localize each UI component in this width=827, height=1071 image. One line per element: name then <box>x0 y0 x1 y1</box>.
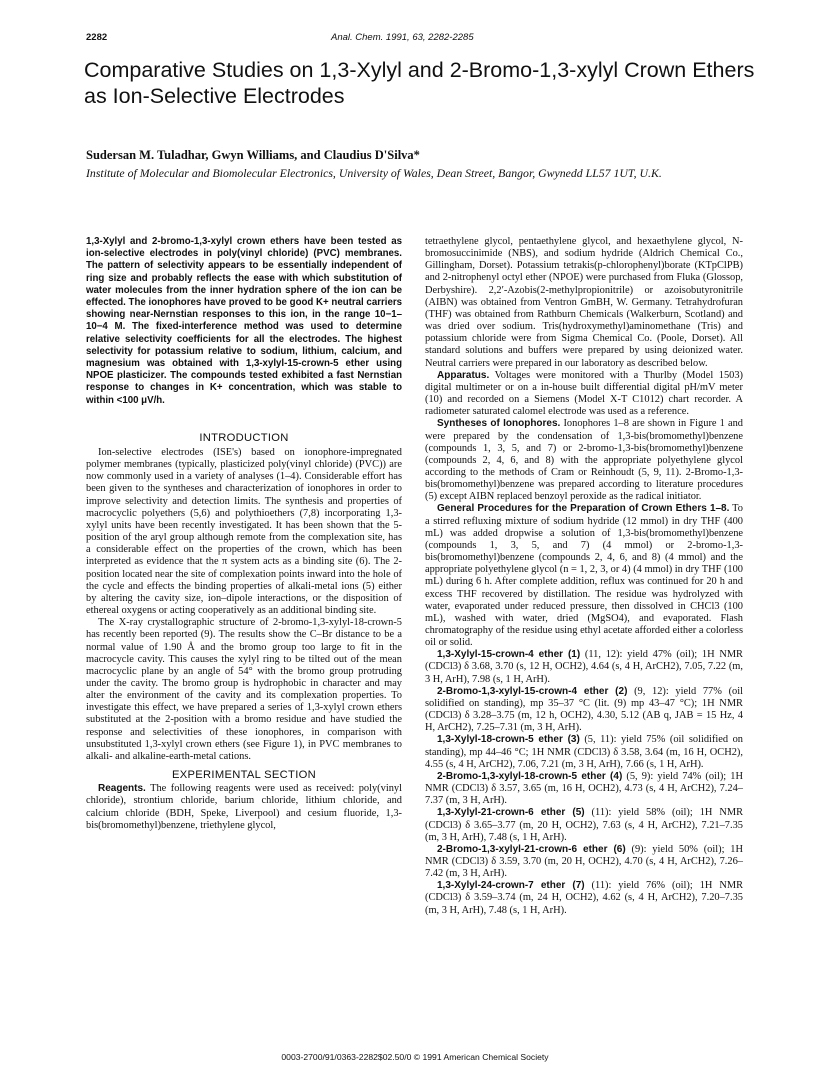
compound-2-heading: 2-Bromo-1,3-xylyl-15-crown-4 ether (2) <box>437 685 628 697</box>
general-procedures-text: To a stirred refluxing mixture of sodium hydride (12 mmol) in dry THF (400 mL) was added dropwise a solution of 1,3-bis(bromomethyl)benzene (compounds 1, 3, 5, and 7) (4 mmol) or 2-bromo-1,3-bis(bromomethyl)benzene (compounds 2, 4, 6, and 8) (4 mmol) and the appropriate polyethylene glycol (n = 1, 2, 3, or 4) (4 mmol) in dry THF (100 mL) during 6 h. After complete addition, reflux was continued for 20 h and excess THF recovered by distillation. The residue was hydrolyzed with water, evaporated under reduced pressure, then dissolved in CHCl3 (100 mL), washed with water, dried (MgSO4), and evaporated. Flash chromatography of the residue using ethyl acetate afforded either a colorless oil or solid. <box>425 503 743 649</box>
compound-4-heading: 2-Bromo-1,3-xylyl-18-crown-5 ether (4) <box>437 770 623 782</box>
compound-2-text: (9, 12): yield 77% (oil solidified on standing), mp 35–37 °C (lit. (9) mp 43–47 °C); 1H NMR (CDCl3) δ 3.28–3.75 (m, 12 h, OCH2), 4.30, 5.12 (AB q, JAB = 15 Hz, 4 H, ArCH2), 7.25–7.31 (m, 3 H, ArH). <box>425 685 743 734</box>
general-procedures-paragraph <box>425 503 743 649</box>
compound-7-paragraph <box>425 880 743 916</box>
compound-7-text: (11): yield 76% (oil); 1H NMR (CDCl3) δ 3.59–3.74 (m, 24 H, OCH2), 4.62 (s, 4 H, ArCH2), 7.20–7.35 (m, 3 H, ArH), 7.48 (s, 1 H, ArH). <box>425 880 743 916</box>
intro-paragraph-2: The X-ray crystallographic structure of 2-bromo-1,3-xylyl-18-crown-5 has recently been reported (9). The results show the C–Br distance to be a normal value of 1.90 Å and the bromo group too large to fit in the macrocycle cavity. This causes the xylyl ring to be tilted out of the mean macrocyclic plane by an angle of 54° with the bromo group protruding under the cavity. The bromo group is hydrophobic in character and may alter the environment of the cavity and its complexation properties. To investigate this effect, we have prepared a series of 1,3-xylyl crown ethers substituted at the 2-position with a bromo residue and have studied the response and selectivities of these ionophores, in comparison with unsubstituted 1,3-xylyl crown ethers (see Figure 1), in PVC membranes to alkali- and alkaline-earth-metal cations. <box>86 617 402 762</box>
journal-citation: Anal. Chem. 1991, 63, 2282-2285 <box>331 32 474 43</box>
right-column <box>425 236 743 917</box>
apparatus-heading: Apparatus. <box>437 369 490 381</box>
intro-paragraph-1: Ion-selective electrodes (ISE's) based on ionophore-impregnated polymer membranes (typically, plasticized poly(vinyl chloride) (PVC)) are now commonly used in a variety of analyses (1–4). Considerable effort has been given to the syntheses and characterization of ionophores in order to improve selectivity and detection limits. The synthesis and properties of macrocyclic polyethers (5,6) and polythioethers (7,8) incorporating 1,3-xylyl units have been recently investigated. It has been shown that the 5-position of the aryl group although remote from the complexation site, has a considerable effect on the properties of the crown, which has been interpreted as evidence that the π system acts as a binding site (6). The 2-position located near the site of complexation points inward into the hole of the cycle and effects the binding properties of alkali-metal ions (5) either by altering the cavity size, ion–dipole interactions, or the disposition of ethereal oxygens or acting cooperatively as an additional binding site. <box>86 447 402 617</box>
compound-3-text: (5, 11): yield 75% (oil solidified on standing), mp 44–46 °C; 1H NMR (CDCl3) δ 3.58, 3.64 (m, 16 H, OCH2), 4.55 (s, 4 H, ArCH2), 7.06, 7.21 (m, 3 H, ArH), 7.66 (s, 1 H, ArH). <box>425 734 743 770</box>
authors: Sudersan M. Tuladhar, Gwyn Williams, and Claudius D'Silva* <box>86 148 420 162</box>
left-column <box>86 236 402 832</box>
compound-1-heading: 1,3-Xylyl-15-crown-4 ether (1) <box>437 649 581 661</box>
compound-3-paragraph <box>425 734 743 770</box>
compound-3-heading: 1,3-Xylyl-18-crown-5 ether (3) <box>437 734 580 746</box>
compound-6-text: (9): yield 50% (oil); 1H NMR (CDCl3) δ 3.59, 3.70 (m, 20 H, OCH2), 4.70 (s, 4 H, ArCH2), 7.26–7.42 (m, 3 H, ArH). <box>425 843 743 880</box>
syntheses-heading: Syntheses of Ionophores. <box>437 418 561 430</box>
compound-4-paragraph <box>425 771 743 807</box>
compound-1-paragraph <box>425 649 743 685</box>
apparatus-text: Voltages were monitored with a Thurlby (Model 1503) digital multimeter or on a in-house built differential digital pH/mV meter (10) and recorded on a Siemens (Model X-T C1012) chart recorder. A radiometer saturated calomel electrode was used as a reference. <box>425 369 743 418</box>
compound-5-paragraph <box>425 807 743 843</box>
reagents-paragraph <box>86 783 402 832</box>
syntheses-text: Ionophores 1–8 are shown in Figure 1 and were prepared by the condensation of 1,3-bis(bromomethyl)benzene (compounds 1, 3, 5, and 7) or 2-bromo-1,3-bis(bromomethyl)benzene (compounds 2, 4, 6, and 8) with the appropriate polyethylene glycol according to the methods of Cram or Reinhoudt (5, 9, 11). 2-Bromo-1,3-bis(bromomethyl)benzene was prepared according to literature procedures (5) except AIBN replaced benzoyl peroxide as the radical initiator. <box>425 418 743 503</box>
compound-6-paragraph <box>425 844 743 880</box>
compound-5-text: (11): yield 58% (oil); 1H NMR (CDCl3) δ 3.65–3.77 (m, 20 H, OCH2), 7.63 (s, 4 H, ArCH2), 7.21–7.35 (m, 3 H, ArH), 7.48 (s, 1 H, ArH). <box>425 807 743 843</box>
compound-1-text: (11, 12): yield 47% (oil); 1H NMR (CDCl3) δ 3.68, 3.70 (s, 12 H, OCH2), 4.64 (s, 4 H, ArCH2), 7.05, 7.22 (m, 3 H, ArH), 7.98 (s, 1 H, ArH). <box>425 649 743 685</box>
compound-4-text: (5, 9): yield 74% (oil); 1H NMR (CDCl3) δ 3.57, 3.65 (m, 16 H, OCH2), 4.73 (s, 4 H, ArCH2), 7.24–7.37 (m, 3 H, ArH). <box>425 770 743 807</box>
page-number: 2282 <box>86 32 108 43</box>
experimental-heading: EXPERIMENTAL SECTION <box>171 769 316 782</box>
compound-6-heading: 2-Bromo-1,3-xylyl-21-crown-6 ether (6) <box>437 843 626 855</box>
compound-5-heading: 1,3-Xylyl-21-crown-6 ether (5) <box>437 807 585 819</box>
compound-2-paragraph <box>425 686 743 735</box>
compound-7-heading: 1,3-Xylyl-24-crown-7 ether (7) <box>437 880 585 892</box>
page-footer: 0003-2700/91/0363-2282$02.50/0 © 1991 American Chemical Society <box>281 1052 549 1062</box>
reagents-text: The following reagents were used as received: poly(vinyl chloride), strontium chloride, barium chloride, lithium chloride, and calcium chloride (BDH, Speke, Liverpool) and cesium fluoride, 1,3-bis(bromomethyl)benzene, triethylene glycol, <box>86 783 402 831</box>
syntheses-paragraph <box>425 418 743 503</box>
article-title: Comparative Studies on 1,3-Xylyl and 2-Bromo-1,3-xylyl Crown Ethers as Ion-Selective Electrodes <box>84 58 755 108</box>
reagents-continued: tetraethylene glycol, pentaethylene glycol, and hexaethylene glycol, N-bromosuccinimide (NBS), and sodium hydride (Aldrich Chemical Co., Gillingham, Dorset). Potassium tetrakis(p-chlorophenyl)borate (KTpClPB) and 2-nitrophenyl octyl ether (NPOE) were purchased from Fluka (Glossop, Derbyshire). 2,2′-Azobis(2-methylpropionitrile) or azoisobutyronitrile (AIBN) was obtained from Ventron GmBH, W. Germany. Tetrahydrofuran (THF) was obtained from Rathburn Chemicals (Walkerburn, Scotland) and was dried over sodium. Tris(hydroxymethyl)aminomethane (Tris) and potassium chloride were from Sigma Chemical Co. (Poole, Dorset). All standard solutions and buffers were prepared by using deionized water. Neutral carriers were prepared in our laboratory as described below. <box>425 236 743 369</box>
apparatus-paragraph <box>425 370 743 419</box>
reagents-heading: Reagents. <box>98 783 146 795</box>
introduction-heading: INTRODUCTION <box>199 431 289 444</box>
abstract: 1,3-Xylyl and 2-bromo-1,3-xylyl crown ethers have been tested as ion-selective electrodes in poly(vinyl chloride) (PVC) membranes. The pattern of selectivity appears to be essentially independent of ring size and probably reflects the ease with which substitution of water molecules from the inner hydration sphere of the ion can be effected. The ionophores have proved to be good K+ neutral carriers showing near-Nernstian responses to this ion, in the range 10−1–10−4 M. The fixed-interference method was used to determine relative selectivity coefficients for all the electrodes. The highest selectivity for potassium relative to sodium, lithium, calcium, and magnesium was obtained with 1,3-xylyl-15-crown-5 ether using NPOE plasticizer. The compounds tested exhibited a fast Nernstian response to changes in K+ concentration, which was stable to within <100 μV/h. <box>86 236 402 406</box>
affiliation: Institute of Molecular and Biomolecular Electronics, University of Wales, Dean Street, Bangor, Gwynedd LL57 1UT, U.K. <box>86 166 662 180</box>
general-procedures-heading: General Procedures for the Preparation of Crown Ethers 1–8. <box>437 503 730 515</box>
